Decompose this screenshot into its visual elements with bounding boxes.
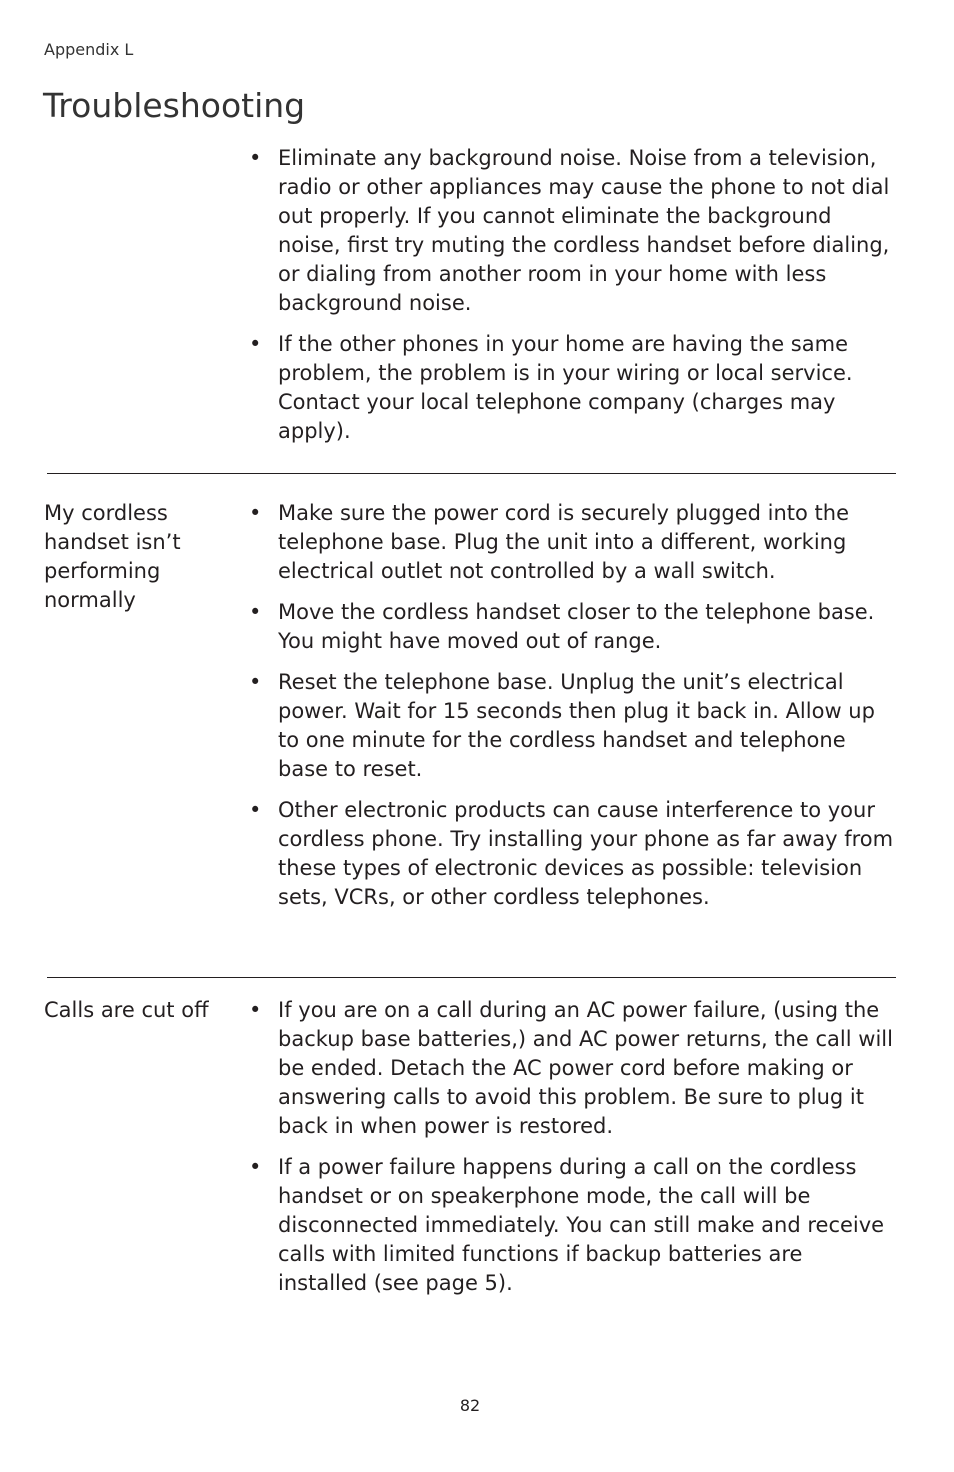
bullet-icon: • — [249, 332, 262, 356]
solution-text: If a power failure happens during a call on the cordless handset or on speakerphone mode, the call will be disconnected immediately. You can still make and receive calls with limited functions if backup batteries are installed (see page 5). — [278, 1155, 885, 1295]
bullet-icon: • — [249, 1155, 262, 1179]
solution-text: Reset the telephone base. Unplug the unit’s electrical power. Wait for 15 seconds then plug it back in. Allow up to one minute for the cordless handset and telephone base to reset. — [278, 670, 875, 781]
section-label: Appendix L — [44, 40, 134, 59]
section-divider — [47, 977, 896, 978]
solution-item — [248, 598, 898, 656]
page-title: Troubleshooting — [43, 86, 306, 125]
section-divider — [47, 473, 896, 474]
solution-text: If you are on a call during an AC power failure, (using the backup base batteries,) and AC power returns, the call will be ended. Detach the AC power cord before making or answering calls to avoid this problem. Be sure to plug it back in when power is restored. — [278, 998, 893, 1138]
solution-item — [248, 668, 898, 784]
bullet-icon: • — [249, 600, 262, 624]
solution-item — [248, 1153, 898, 1298]
page-number: 82 — [459, 1396, 481, 1415]
problem-label: My cordless handset isn’t performing normally — [44, 501, 181, 612]
problem-label: Calls are cut off — [44, 998, 209, 1022]
bullet-icon: • — [249, 998, 262, 1022]
bullet-icon: • — [249, 146, 262, 170]
solution-text: If the other phones in your home are having the same problem, the problem is in your wiring or local service. Contact your local telephone company (charges may apply). — [278, 332, 853, 443]
solution-item — [248, 996, 898, 1141]
solution-text: Eliminate any background noise. Noise from a television, radio or other appliances may cause the phone to not dial out properly. If you cannot eliminate the background noise, first try muting the cordless handset before dialing, or dialing from another room in your home with less background noise. — [278, 146, 890, 315]
bullet-icon: • — [249, 501, 262, 525]
bullet-icon: • — [249, 670, 262, 694]
solution-item — [248, 796, 898, 912]
solution-item — [248, 144, 898, 318]
solution-text: Other electronic products can cause interference to your cordless phone. Try installing your phone as far away from these types of electronic devices as possible: television sets, VCRs, or other cordless telephones. — [278, 798, 894, 909]
solution-item — [248, 330, 898, 446]
solution-list — [248, 144, 898, 458]
solution-text: Make sure the power cord is securely plugged into the telephone base. Plug the unit into a different, working electrical outlet not controlled by a wall switch. — [278, 501, 850, 583]
solution-list — [248, 996, 898, 1310]
solution-list — [248, 499, 898, 924]
solution-item — [248, 499, 898, 586]
solution-text: Move the cordless handset closer to the telephone base. You might have moved out of range. — [278, 600, 875, 653]
bullet-icon: • — [249, 798, 262, 822]
